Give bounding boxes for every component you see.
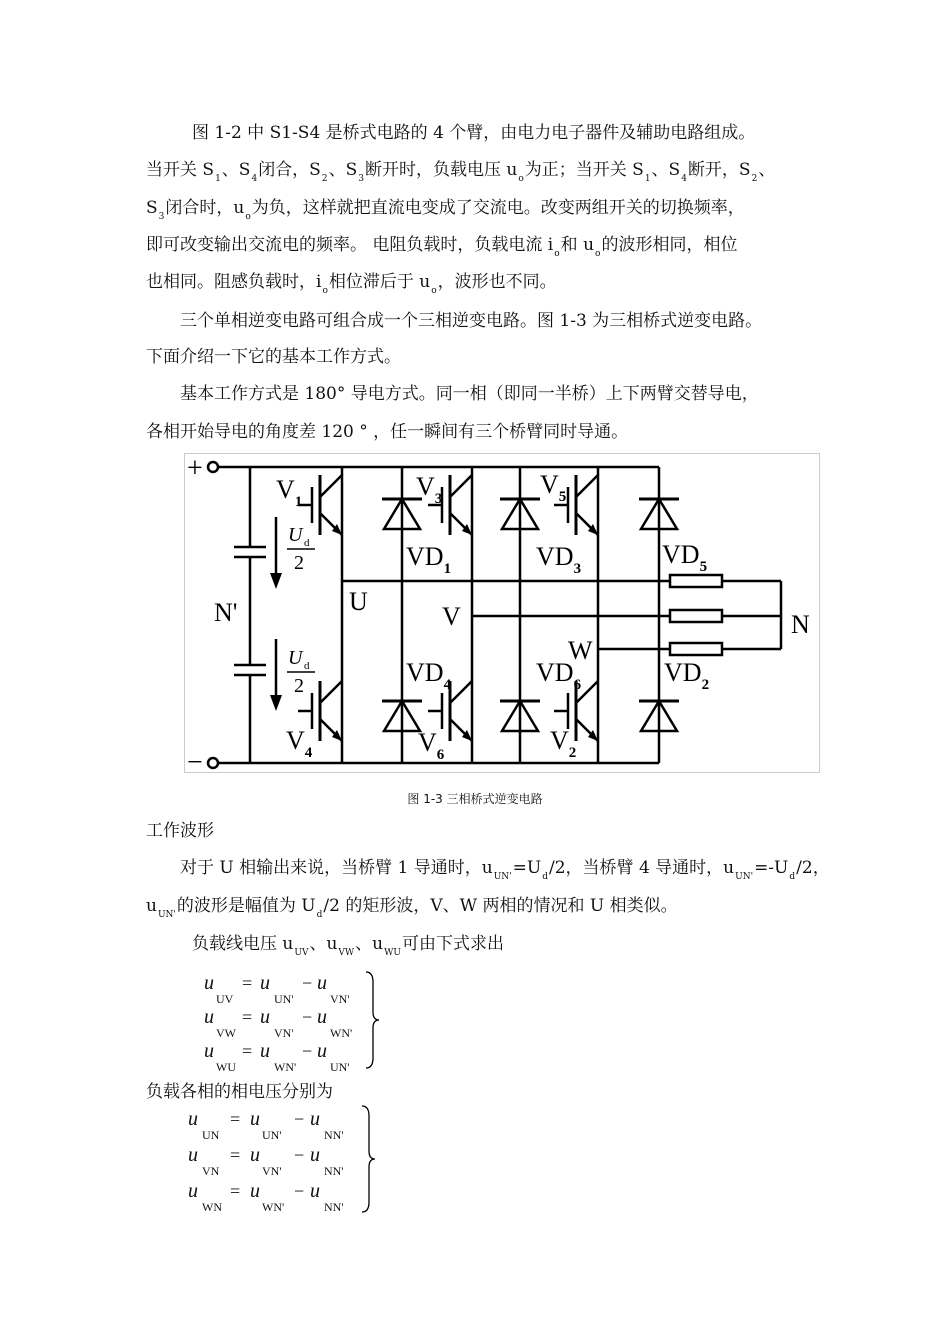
label-v4: $V_4$ [286,726,313,761]
three-phase-bridge-inverter-diagram [184,453,820,773]
svg-text:d: d [304,537,310,549]
dc-capacitors [234,467,266,763]
svg-text:U: U [288,647,303,669]
label-vd4: $VD_4$ [406,658,452,693]
label-v3: $V_3$ [416,472,443,507]
neutral-n-label: N [791,610,810,639]
eq2-right-brace [360,1104,380,1214]
svg-text:U: U [288,524,303,546]
phase-v-label: V [442,602,461,631]
equation-phase-voltages: u = u − u UN UN' NN' u = u − u VN VN' NN' u = u − u WN WN' NN' [188,1102,378,1218]
para6: 负载各相的相电压分别为 [146,1082,333,1102]
positive-terminal [208,462,218,472]
ud-half-arrow-top [270,517,315,589]
para1-line5: 也相同。阻感负载时，$i_o$相位滞后于 $u_o$，波形也不同。 [146,272,557,296]
switch-v5 [554,475,598,535]
svg-text:2: 2 [294,552,304,574]
para1-line3: $S_3$闭合时，$u_o$为负，这样就把直流电变成了交流电。改变两组开关的切换频率， [146,198,745,222]
label-v1: $V_1$ [276,475,303,510]
label-v5: $V_5$ [540,470,567,505]
para3-line2: 各相开始导电的角度差 120 ° ，任一瞬间有三个桥臂同时导通。 [146,422,629,442]
label-v6: $V_6$ [418,728,445,763]
label-vd1: $VD_1$ [406,542,452,577]
para4-line1: 对于 U 相输出来说，当桥臂 1 导通时，$u_{UN'}=U_d/2$，当桥臂 4 导通时，$u_{UN'}=-U_d/2$， [180,858,830,882]
negative-terminal [208,758,218,768]
minus-label: − [187,747,203,773]
svg-text:2: 2 [294,675,304,697]
para5-line: 负载线电压 $u_{UV}$、$u_{VW}$、$u_{WU}$可由下式求出 [192,934,504,958]
phase-w-label: W [568,636,593,665]
label-vd2: $VD_2$ [664,658,710,693]
plus-label: + [187,453,203,484]
ud-half-arrow-bottom [270,639,315,711]
figure-caption: 图 1-3 三相桥式逆变电路 [407,792,543,806]
para1-line1: 图 1-2 中 S1-S4 是桥式电路的 4 个臂，由电力电子器件及辅助电路组成。 [192,123,756,143]
section-title: 工作波形 [146,821,214,841]
output-lines [342,575,781,655]
para1-line4: 即可改变输出交流电的频率。 电阻负载时，负载电流 $i_o$和 $u_o$的波形相同，相位 [146,235,738,259]
eq1-right-brace [364,970,384,1070]
para4-line2: $u_{UN'}$的波形是幅值为 $U_d/2$ 的矩形波，V、W 两相的情况和 U 相类似。 [146,896,678,920]
para2-line2: 下面介绍一下它的基本工作方式。 [146,347,401,367]
n-prime-label: N' [214,598,238,627]
label-vd3: $VD_3$ [536,542,582,577]
phase-u-label: U [349,587,368,616]
switch-v1 [298,475,342,535]
svg-text:d: d [304,660,310,672]
label-vd5: $VD_5$ [662,540,708,575]
equation-line-voltages: u = u − u UV UN' VN' u = u − u VW VN' WN' u = u − u WU WN' UN' [204,966,384,1072]
label-v2: $V_2$ [550,726,577,761]
para3-line1: 基本工作方式是 180° 导电方式。同一相（即同一半桥）上下两臂交替导电， [180,384,759,404]
label-vd6: $VD_6$ [536,658,582,693]
para2-line1: 三个单相逆变电路可组合成一个三相逆变电路。图 1-3 为三相桥式逆变电路。 [180,311,763,331]
para1-line2: 当开关 $S_1$、$S_4$闭合，$S_2$、$S_3$断开时，负载电压 $u_o$为正；当开关 $S_1$、$S_4$断开，$S_2$、 [146,160,776,184]
